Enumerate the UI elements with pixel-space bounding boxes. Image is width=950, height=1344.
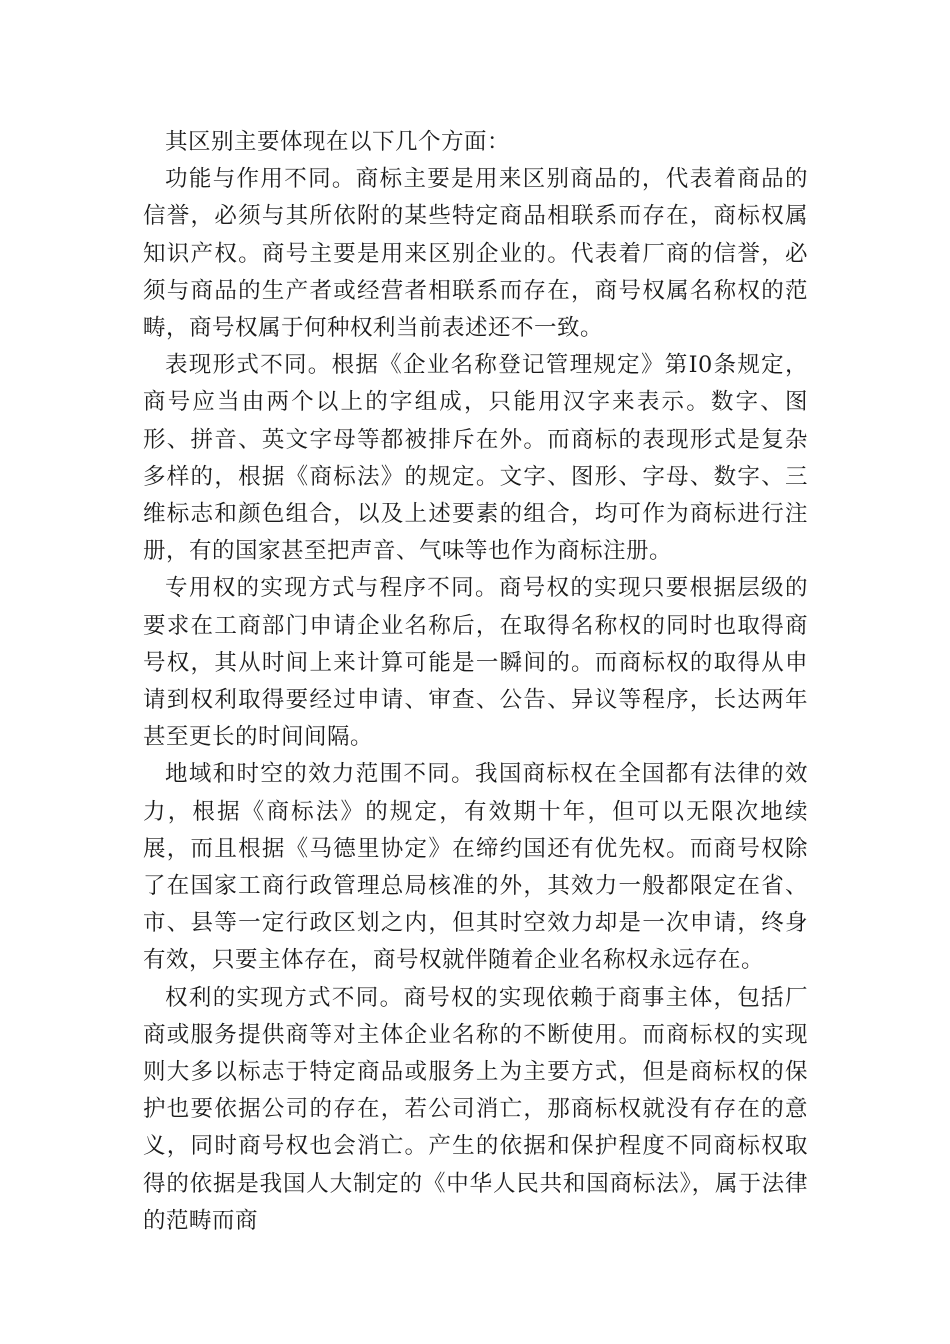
paragraph-function-difference: 功能与作用不同。商标主要是用来区别商品的，代表着商品的信誉，必须与其所依附的某些特定商品相联系而存在，商标权属知识产权。商号主要是用来区别企业的。代表着厂商的信誉，必须与商品的生产者或经营者相联系而存在，商号权属名称权的范畴，商号权属于何种权利当前表述还不一致。	[143, 166, 808, 342]
paragraph-intro: 其区别主要体现在以下几个方面：	[165, 129, 511, 155]
paragraph-realization-difference: 权利的实现方式不同。商号权的实现依赖于商事主体，包括厂商或服务提供商等对主体企业名称的不断使用。而商标权的实现则大多以标志于特定商品或服务上为主要方式，但是商标权的保护也要依据公司的存在，若公司消亡，那商标权就没有存在的意义，同时商号权也会消亡。产生的依据和保护程度不同商标权取得的依据是我国人大制定的《中华人民共和国商标法》，属于法律的范畴而商	[143, 984, 808, 1234]
document-body	[143, 124, 808, 1240]
paragraph-exclusive-right-difference: 专用权的实现方式与程序不同。商号权的实现只要根据层级的要求在工商部门申请企业名称后，在取得名称权的同时也取得商号权，其从时间上来计算可能是一瞬间的。而商标权的取得从申请到权利取得要经过申请、审查、公告、异议等程序，长达两年甚至更长的时间间隔。	[143, 575, 808, 751]
paragraph-territorial-scope-difference: 地域和时空的效力范围不同。我国商标权在全国都有法律的效力，根据《商标法》的规定，有效期十年，但可以无限次地续展，而且根据《马德里协定》在缔约国还有优先权。而商号权除了在国家工商行政管理总局核准的外，其效力一般都限定在省、市、县等一定行政区划之内，但其时空效力却是一次申请，终身有效，只要主体存在，商号权就伴随着企业名称权永远存在。	[143, 761, 808, 974]
paragraph-form-difference: 表现形式不同。根据《企业名称登记管理规定》第I0条规定，商号应当由两个以上的字组成，只能用汉字来表示。数字、图形、拼音、英文字母等都被排斥在外。而商标的表现形式是复杂多样的，根据《商标法》的规定。文字、图形、字母、数字、三维标志和颜色组合，以及上述要素的组合，均可作为商标进行注册，有的国家甚至把声音、气味等也作为商标注册。	[143, 352, 808, 565]
